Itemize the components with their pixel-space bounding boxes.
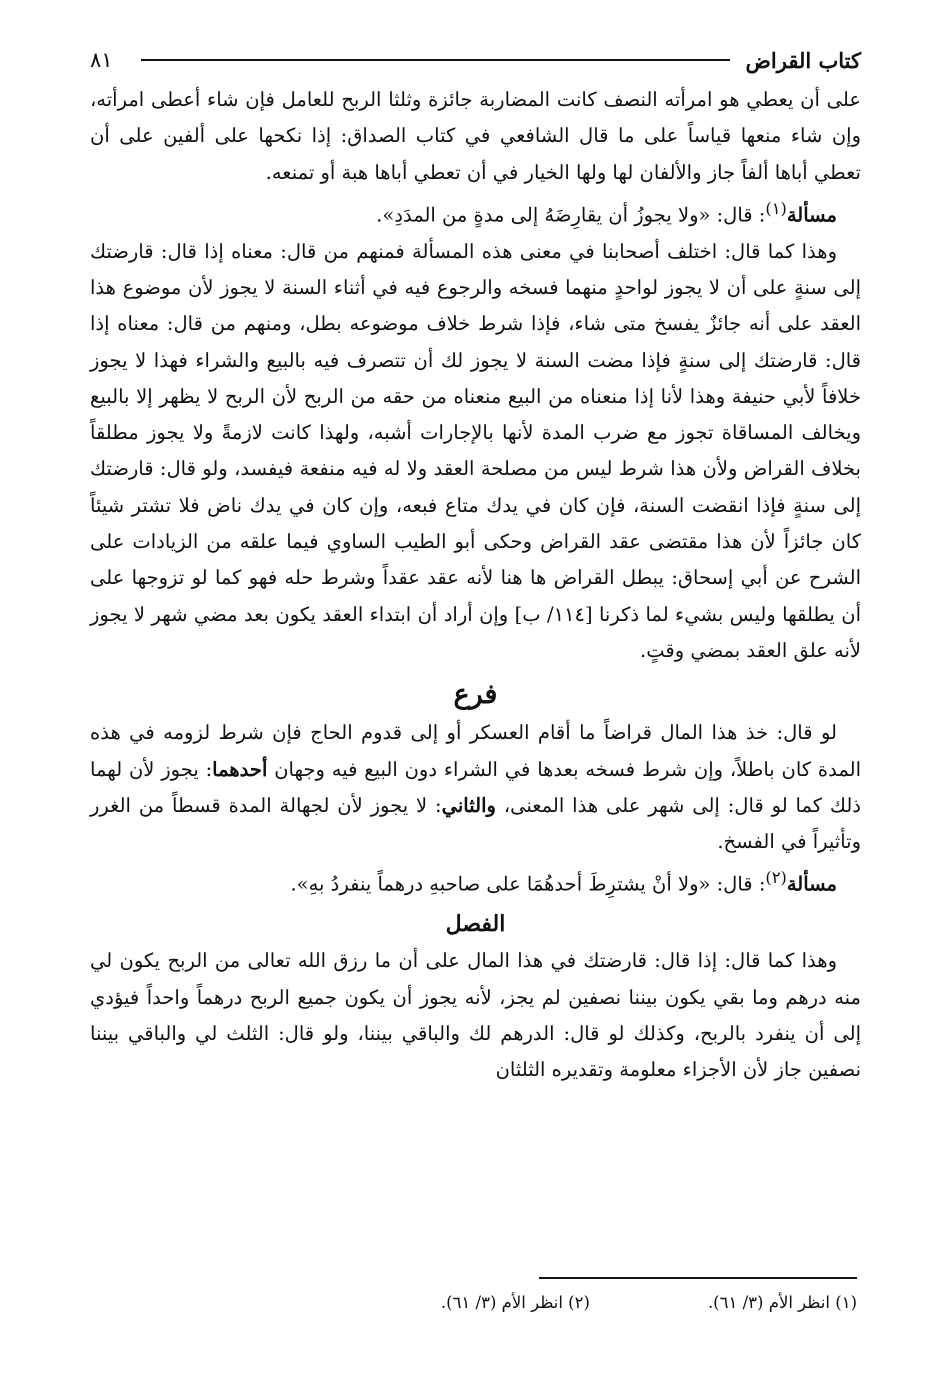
masala-1 <box>90 191 861 234</box>
paragraph-3-part-a: لو قال: خذ هذا المال قراضاً ما أقام العسكر أو إلى قدوم الحاج فإن شرط لزومه في هذه المدة كان باطلاً، وإن شرط فسخه بعدها في الشراء دون البيع فيه وجهان <box>90 721 861 781</box>
footnote-ref-2: (٢) <box>765 868 787 888</box>
footnote-2: (٢) انظر الأم (٣/ ٦١). <box>440 1293 590 1312</box>
masala-1-label: مسألة <box>786 203 837 227</box>
footnote-rule <box>539 1277 857 1279</box>
masala-1-text: : قال: «ولا يجوزُ أن يقارِضَهُ إلى مدةٍ من المدَدِ». <box>376 203 766 227</box>
page-number: ٨١ <box>90 48 113 72</box>
paragraph-1: على أن يعطي هو امرأته النصف كانت المضاربة جائزة وثلثا الربح للعامل فإن شاء أعطى امرأته، وإن شاء منعها قياساً على ما قال الشافعي في كتاب الصداق: إذا نكحها على ألفين على أن تعطي أباها ألفاً جاز والألفان لها ولها الخيار في أن تعطي أباها هبة أو تمنعه. <box>90 88 861 184</box>
footnote-1: (١) انظر الأم (٣/ ٦١). <box>707 1293 857 1312</box>
paragraph-4: وهذا كما قال: إذا قال: قارضتك في هذا المال على أن ما رزق الله تعالى من الربح يكون لي منه درهم وما بقي يكون بيننا نصفين لم يجز، لأنه يجوز أن يكون جميع الربح درهماً واحداً فيؤدي إلى أن ينفرد بالربح، وكذلك لو قال: الدرهم لك والباقي بيننا، ولو قال: الثلث لي والباقي بيننا نصفين جاز لأن الأجزاء معلومة وتقديره الثلثان <box>90 949 861 1082</box>
masala-2 <box>90 860 861 903</box>
running-title: كتاب القراض <box>745 47 861 73</box>
second-view-label: والثاني <box>441 793 496 817</box>
paragraph-3-part-b: : يجوز لأن لهما ذلك كما لو قال: إلى شهر على هذا المعنى، <box>90 757 861 817</box>
masala-2-label: مسألة <box>786 872 837 896</box>
footnote-ref-1: (١) <box>765 198 787 218</box>
page-header <box>90 38 861 82</box>
footnotes <box>86 1290 857 1316</box>
header-rule <box>141 59 730 61</box>
paragraph-3 <box>90 715 861 860</box>
first-view-label: أحدهما <box>212 757 268 781</box>
page-body <box>90 82 861 1088</box>
far-heading: فرع <box>453 679 498 711</box>
masala-2-text: : قال: «ولا أنْ يشترِطَ أحدهُمَا على صاحبهِ درهماً ينفردُ بهِ». <box>290 872 766 896</box>
fasl-heading: الفصل <box>445 911 506 938</box>
paragraph-2: وهذا كما قال: اختلف أصحابنا في معنى هذه المسألة فمنهم من قال: معناه إذا قال: قارضتك إلى سنةٍ على أن لا يجوز لواحدٍ منهما فسخه والرجوع فيه في أثناء السنة لا يجوز لأن موضوع هذا العقد على أنه جائزٌ يفسخ متى شاء، فإذا شرط خلاف موضوعه بطل، ومنهم من قال: معناه إذا قال: قارضتك إلى سنةٍ فإذا مضت السنة لا يجوز لك أن تتصرف فيه بالبيع والشراء فهذا لا يجوز خلافاً لأبي حنيفة وهذا لأنا إذا منعناه من البيع منعناه من حقه من الربح لأن الربح لا يظهر إلا بالبيع ويخالف المساقاة تجوز مع ضرب المدة لأنها بالإجارات أشبه، ولهذا كانت لازمةً ولا يجوز مطلقاً بخلاف القراض ولأن هذا شرط ليس من مصلحة العقد ولا له فيه منفعة فيفسد، ولو قال: قارضتك إلى سنةٍ فإذا انقضت السنة، فإن كان في يدك متاع فبعه، وإن كان في يدك ناض فلا تشتر شيئاً كان جائزاً لأن هذا مقتضى عقد القراض وحكى أبو الطيب الساوي فيما علقه من الزيادات على الشرح عن أبي إسحاق: يبطل القراض ها هنا لأنه عقد عقداً وشرط حله فهو كما لو تزوجها على أن يطلقها وليس بشيء لما ذكرنا [١١٤/ ب] وإن أراد أن ابتداء العقد يكون بعد مضي شهر لا يجوز لأنه علق العقد بمضي وقتٍ. <box>90 239 862 662</box>
paragraph-3-part-c: : لا يجوز لأن لجهالة المدة قسطاً من الغرر وتأثيراً في الفسخ. <box>90 793 861 854</box>
